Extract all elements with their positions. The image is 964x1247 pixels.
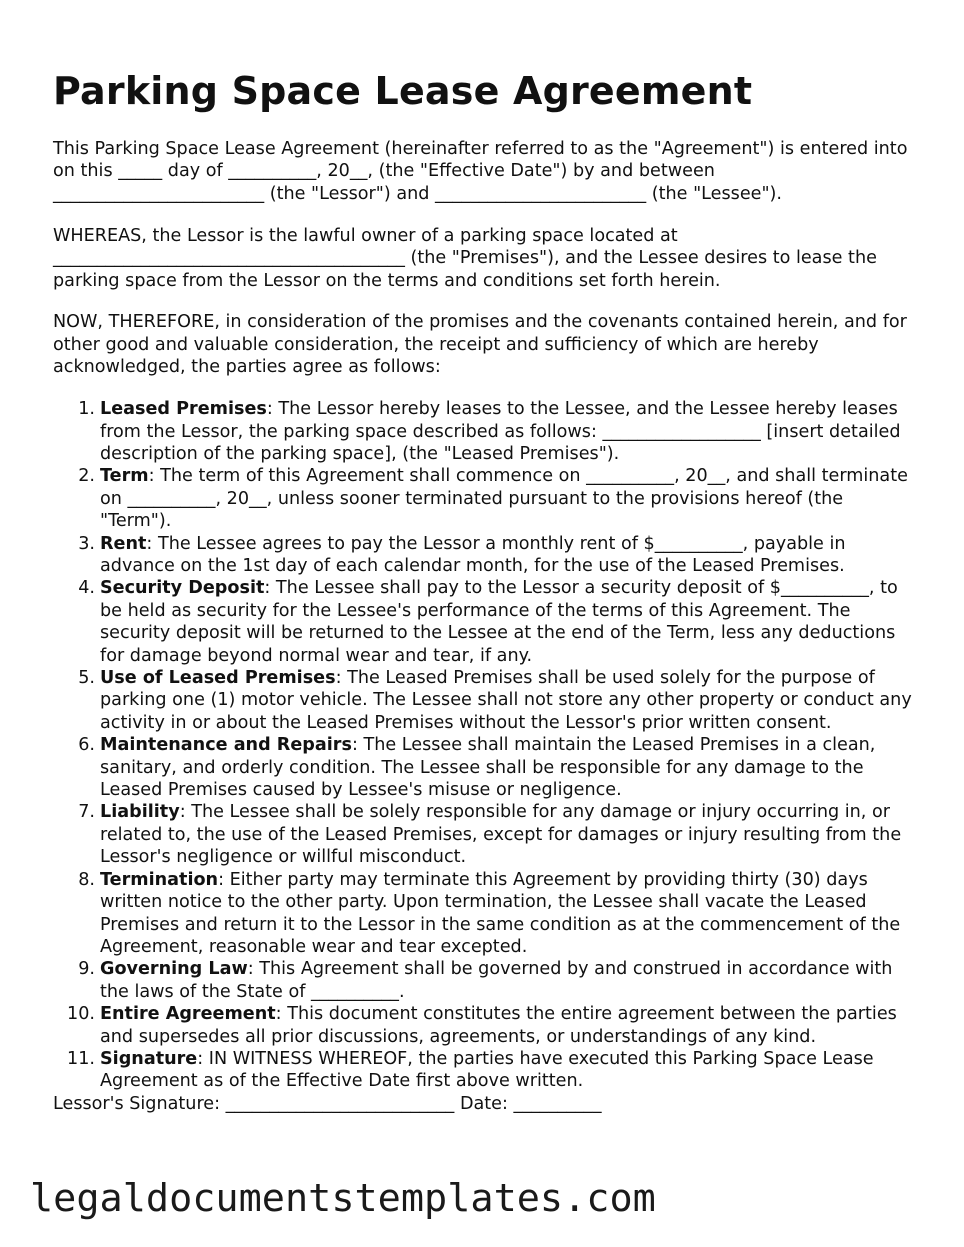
term-item [78,869,918,959]
term-text: : The Leased Premises shall be used solely for the purpose of parking one (1) motor vehicle. The Lessee shall not store any other property or conduct any activity in or about the Leased Premises without the Lessor's prior written consent. [100,668,912,733]
term-heading: Termination [100,869,219,890]
term-heading: Term [100,466,149,487]
term-text: : This document constitutes the entire agreement between the parties and supersedes all prior discussions, agreements, or understandings of any kind. [100,1004,897,1047]
term-heading: Use of Leased Premises [100,668,336,689]
term-number: 1. [78,399,95,420]
term-number: 3. [78,533,95,554]
term-heading: Liability [100,802,180,823]
document-body [53,138,918,1135]
term-item [67,1048,918,1093]
term-number: 2. [78,466,95,487]
term-heading: Leased Premises [100,399,267,420]
terms-list [53,398,918,1093]
term-text: : The Lessor hereby leases to the Lessee, and the Lessee hereby leases from the Lessor, the parking space described as follows: __________________ [insert detailed description of the parking space], (the "Leased Premises"). [100,399,901,464]
document-title: Parking Space Lease Agreement [53,69,753,113]
term-number: 6. [78,735,95,756]
term-item [78,801,918,868]
intro-paragraph: This Parking Space Lease Agreement (hereinafter referred to as the "Agreement") is entered into on this _____ day of __________, 20__, (the "Effective Date") by and between ________________________ (the "Lessor") and ________________________ (the "Lessee"). [53,139,908,204]
term-heading: Signature [100,1048,198,1069]
term-number: 11. [67,1048,95,1069]
term-heading: Entire Agreement [100,1004,276,1025]
term-item [78,734,918,801]
term-text: : The Lessee shall pay to the Lessor a security deposit of $__________, to be held as security for the Lessee's performance of the terms of this Agreement. The security deposit will be returned to the Lessee at the end of the Term, less any deductions for damage beyond normal wear and tear, if any. [100,578,898,666]
term-text: : The Lessee shall be solely responsible for any damage or injury occurring in, or related to, the use of the Leased Premises, except for damages or injury resulting from the Lessor's negligence or willful misconduct. [100,802,902,868]
term-item [78,533,918,578]
watermark: legaldocumentstemplates.com [30,1176,656,1221]
term-text: : Either party may terminate this Agreement by providing thirty (30) days written notice to the other party. Upon termination, the Lessee shall vacate the Leased Premises and return it to the Lessor in the same condition as at the commencement of the Agreement, reasonable wear and tear excepted. [100,869,901,957]
term-item [78,398,918,465]
term-item [78,465,918,532]
term-number: 5. [78,668,95,689]
term-text: : The Lessee agrees to pay the Lessor a monthly rent of $__________, payable in advance on the 1st day of each calendar month, for the use of the Leased Premises. [100,533,846,576]
term-heading: Governing Law [100,959,248,980]
term-number: 7. [78,802,95,823]
term-text: : This Agreement shall be governed by and construed in accordance with the laws of the State of __________. [100,959,893,1002]
term-heading: Security Deposit [100,578,265,599]
term-item [78,958,918,1003]
whereas-paragraph: WHEREAS, the Lessor is the lawful owner of a parking space located at ________________________________________ (the "Premises"), and the Lessee desires to lease the parking space from the Lessor on the terms and conditions set forth herein. [53,225,877,291]
term-item [78,577,918,667]
term-heading: Rent [100,533,147,554]
term-heading: Maintenance and Repairs [100,735,352,756]
term-number: 10. [67,1004,95,1025]
term-item [67,1003,918,1048]
term-number: 9. [78,959,95,980]
term-text: : IN WITNESS WHEREOF, the parties have executed this Parking Space Lease Agreement as of the Effective Date first above written. [100,1048,874,1092]
now-therefore-paragraph: NOW, THEREFORE, in consideration of the promises and the covenants contained herein, and for other good and valuable consideration, the receipt and sufficiency of which are hereby acknowledged, the parties agree as follows: [53,312,907,378]
term-number: 8. [78,869,95,890]
signature-line: Lessor's Signature: __________________________ Date: __________ [53,1093,602,1114]
term-item [78,667,918,734]
term-number: 4. [78,578,95,599]
term-text: : The Lessee shall maintain the Leased Premises in a clean, sanitary, and orderly condition. The Lessee shall be responsible for any damage to the Leased Premises caused by Lessee's misuse or negligence. [100,735,876,801]
term-text: : The term of this Agreement shall commence on __________, 20__, and shall terminate on __________, 20__, unless sooner terminated pursuant to the provisions hereof (the "Term"). [100,466,908,532]
